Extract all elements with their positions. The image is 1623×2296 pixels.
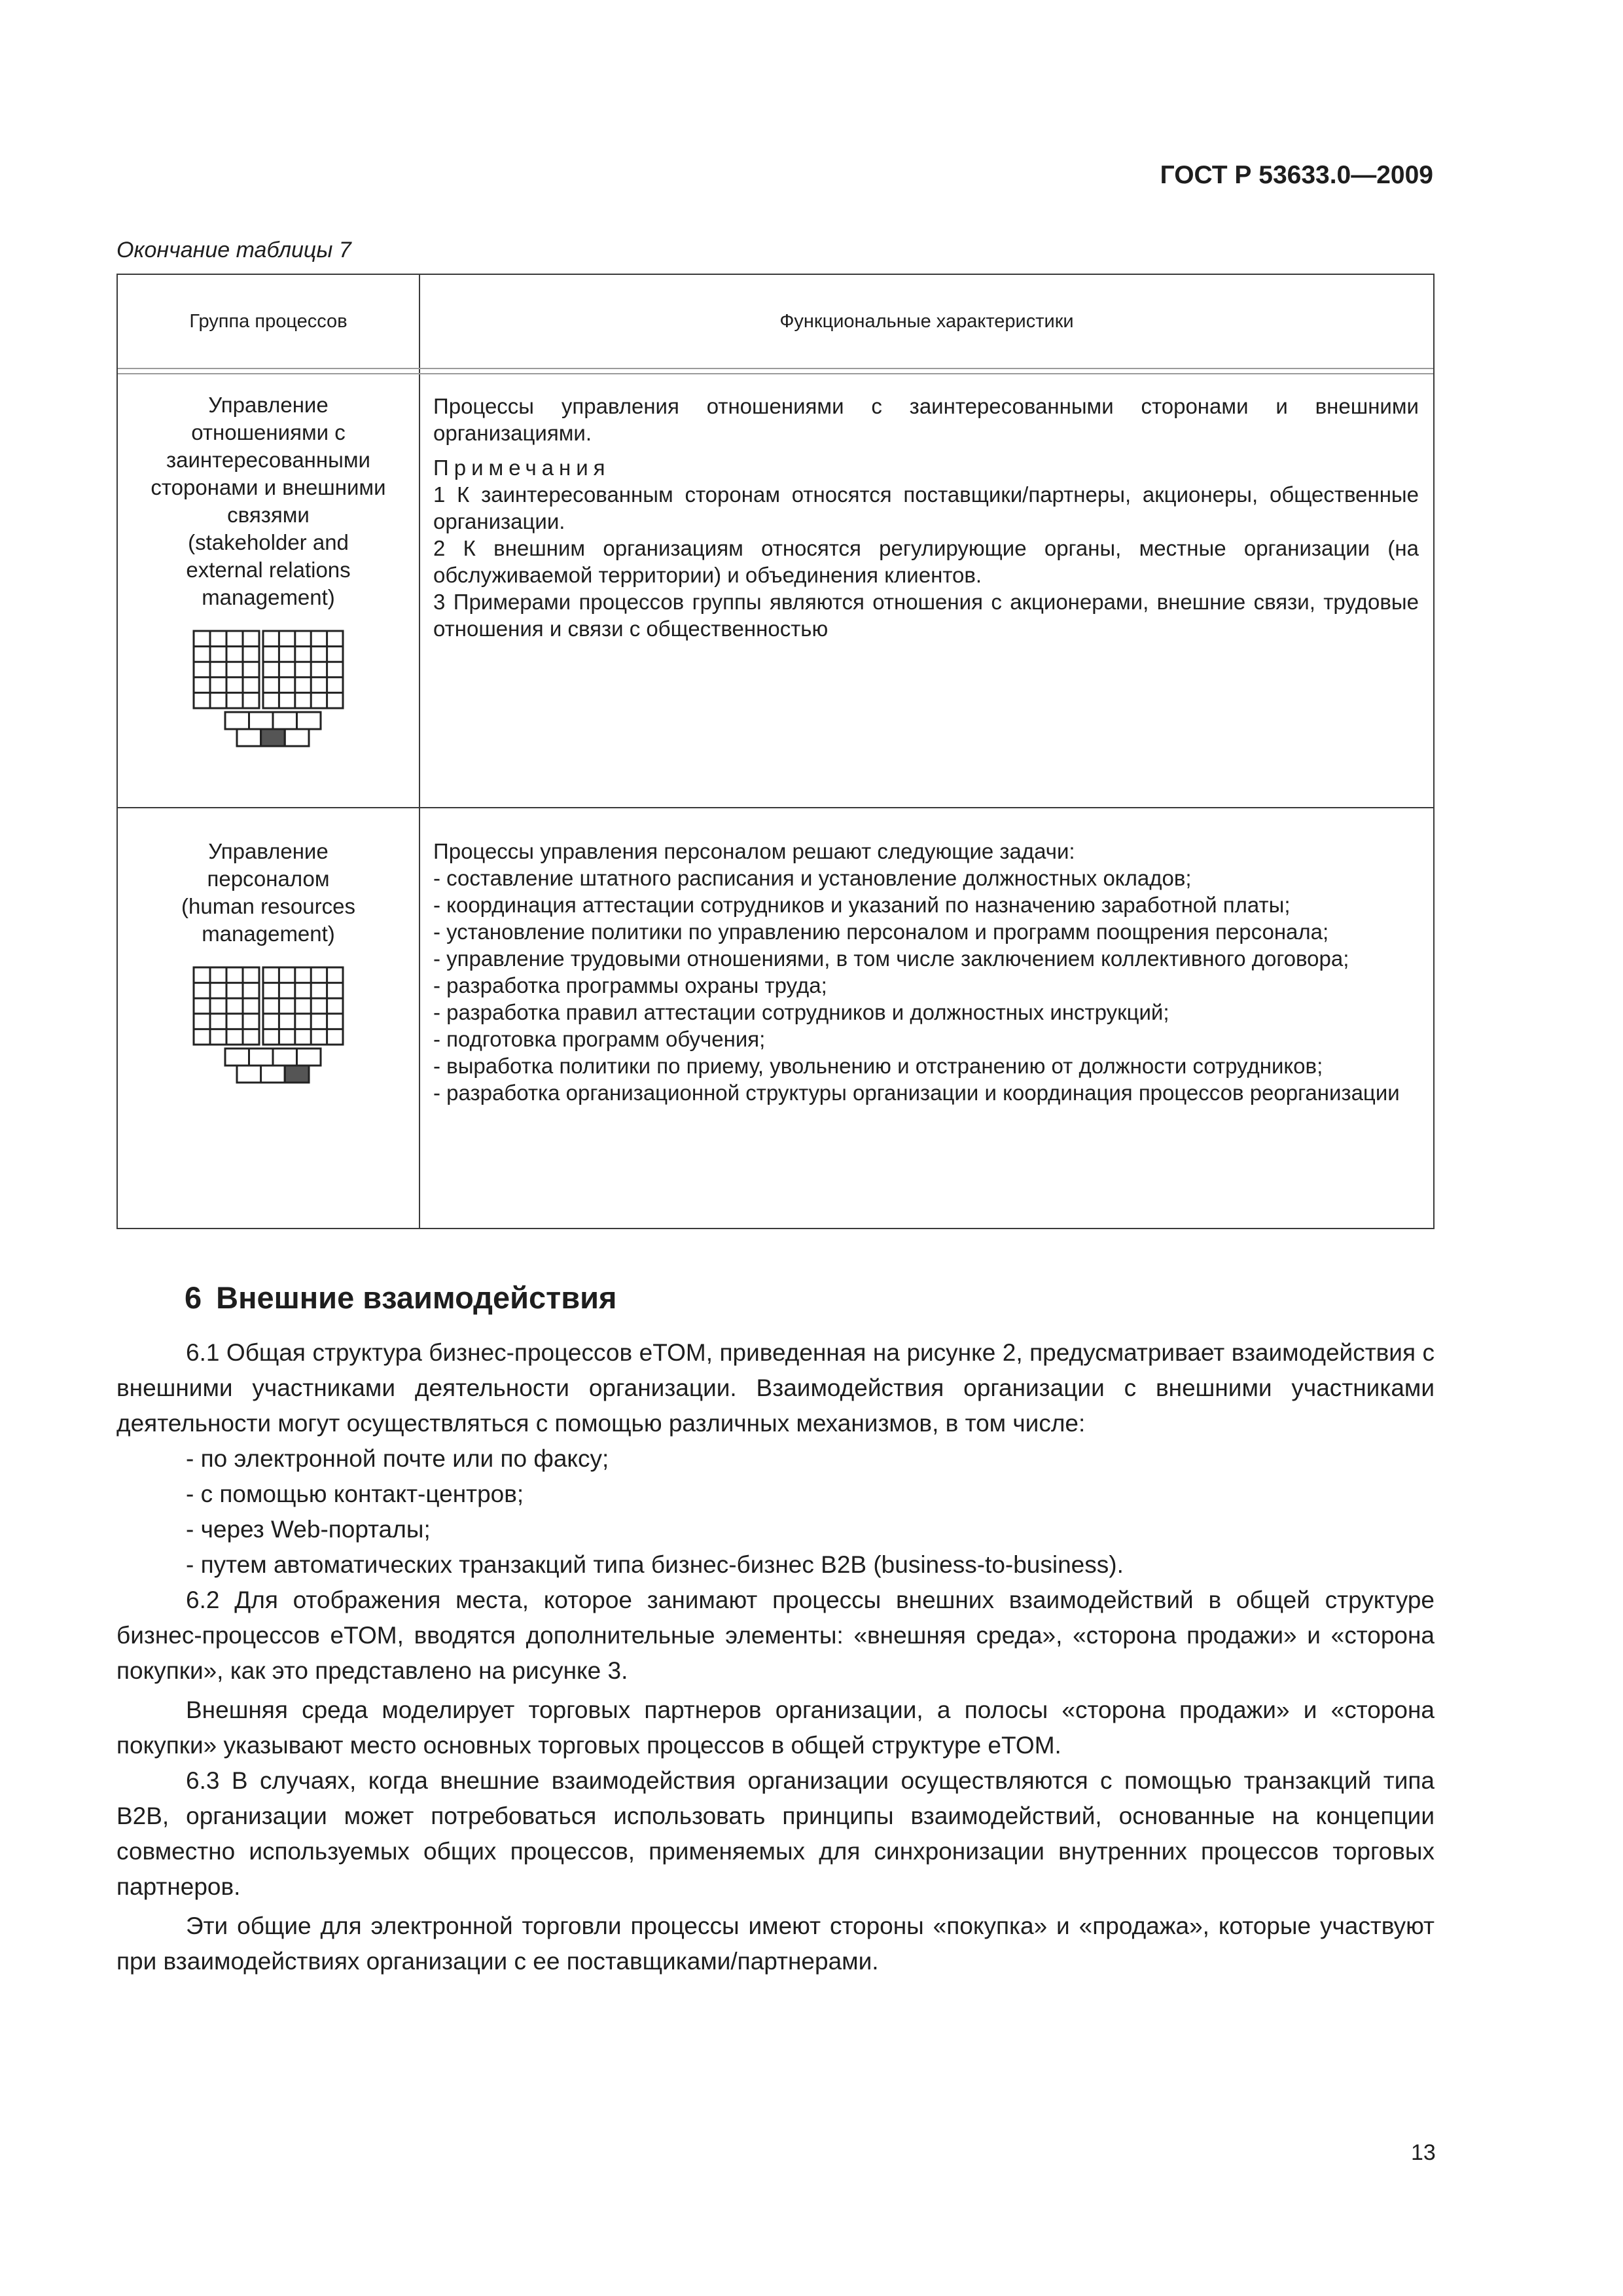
table-row-1-description [433,393,1419,642]
header-divider [118,368,1433,374]
task-item: - координация аттестации сотрудников и указаний по назначению заработной платы; [433,893,1291,917]
table-row-2-description [433,838,1419,1106]
group-line: management) [202,922,335,946]
section-number: 6 [185,1280,202,1315]
group-line: Управление [208,839,329,863]
bullet-item: - по электронной почте или по факсу; [186,1445,609,1472]
row-intro: Процессы управления персоналом решают следующие задачи: [433,839,1075,863]
etom-framework-icon [192,630,344,749]
task-item: - выработка политики по приему, увольнению и отстранению от должности сотрудников; [433,1054,1323,1078]
note-title: Примечания [433,456,611,480]
task-item: - подготовка программ обучения; [433,1027,766,1051]
note-item: 1 К заинтересованным сторонам относятся поставщики/партнеры, акционеры, общественные организации. [433,482,1419,533]
group-line: сторонами и внешними [151,475,386,499]
column-header-characteristics: Функциональные характеристики [779,310,1074,332]
bullet-item: - путем автоматических транзакций типа бизнес-бизнес B2B (business-to-business). [186,1551,1124,1578]
standard-id: ГОСТ Р 53633.0—2009 [1160,161,1433,189]
table-caption: Окончание таблицы 7 [116,238,351,262]
etom-framework-icon [192,966,344,1085]
task-item: - разработка программы охраны труда; [433,973,827,997]
bullet-item: - с помощью контакт-центров; [186,1480,524,1507]
task-item: - разработка организационной структуры организации и координация процессов реорганизации [433,1081,1400,1105]
section-title [185,1280,616,1316]
task-item: - разработка правил аттестации сотрудников и должностных инструкций; [433,1000,1169,1024]
section-heading: Внешние взаимодействия [216,1280,617,1315]
group-line: связями [227,503,310,527]
row-divider [118,807,1433,808]
column-divider [419,275,420,1228]
task-item: - установление политики по управлению персоналом и программ поощрения персонала; [433,920,1329,944]
paragraph: 6.2 Для отображения места, которое занимают процессы внешних взаимодействий в общей структуре бизнес-процессов eTOM, вводятся дополнительные элементы: «внешняя среда», «сторона продажи» и «сторона покупки», как это представлено на рисунке 3. [116,1587,1435,1684]
column-header-group: Группа процессов [189,310,348,332]
row-intro: Процессы управления отношениями с заинтересованными сторонами и внешними организациями. [433,394,1419,445]
table-row-1-group [118,391,419,749]
page-number: 13 [1411,2140,1436,2165]
paragraph: 6.3 В случаях, когда внешние взаимодействия организации осуществляются с помощью транзакций типа B2B, организации может потребоваться использовать принципы взаимодействий, основанные на концепции совместно используемых общих процессов, применяемых для синхронизации внутренних процессов торговых партнеров. [116,1767,1435,1900]
group-line: external relations [186,558,351,582]
group-line: (human resources [181,894,355,918]
note-item: 2 К внешним организациям относятся регулирующие органы, местные организации (на обслуживаемой территории) и объединения клиентов. [433,536,1419,587]
process-table [116,274,1435,1229]
note-item: 3 Примерами процессов группы являются отношения с акционерами, внешние связи, трудовые отношения и связи с общественностью [433,590,1419,641]
section-body [116,1335,1435,1979]
task-item: - составление штатного расписания и установление должностных окладов; [433,866,1192,890]
paragraph: 6.1 Общая структура бизнес-процессов eTOM, приведенная на рисунке 2, предусматривает взаимодействия с внешними участниками деятельности организации. Взаимодействия организации с внешними участниками деятельности могут осуществляться с помощью различных механизмов, в том числе: [116,1339,1435,1437]
group-line: management) [202,585,335,609]
paragraph: Внешняя среда моделирует торговых партнеров организации, а полосы «сторона продажи» и «сторона покупки» указывают место основных торговых процессов в общей структуре eTOM. [116,1696,1435,1759]
group-line: отношениями с [191,420,346,444]
task-item: - управление трудовыми отношениями, в том числе заключением коллективного договора; [433,946,1349,971]
paragraph: Эти общие для электронной торговли процессы имеют стороны «покупка» и «продажа», которые участвуют при взаимодействиях организации с ее поставщиками/партнерами. [116,1912,1435,1975]
group-line: (stakeholder and [188,530,349,554]
bullet-item: - через Web-порталы; [186,1516,431,1543]
group-line: заинтересованными [166,448,370,472]
group-line: Управление [208,393,329,417]
table-row-2-group [118,838,419,1085]
group-line: персоналом [207,867,330,891]
